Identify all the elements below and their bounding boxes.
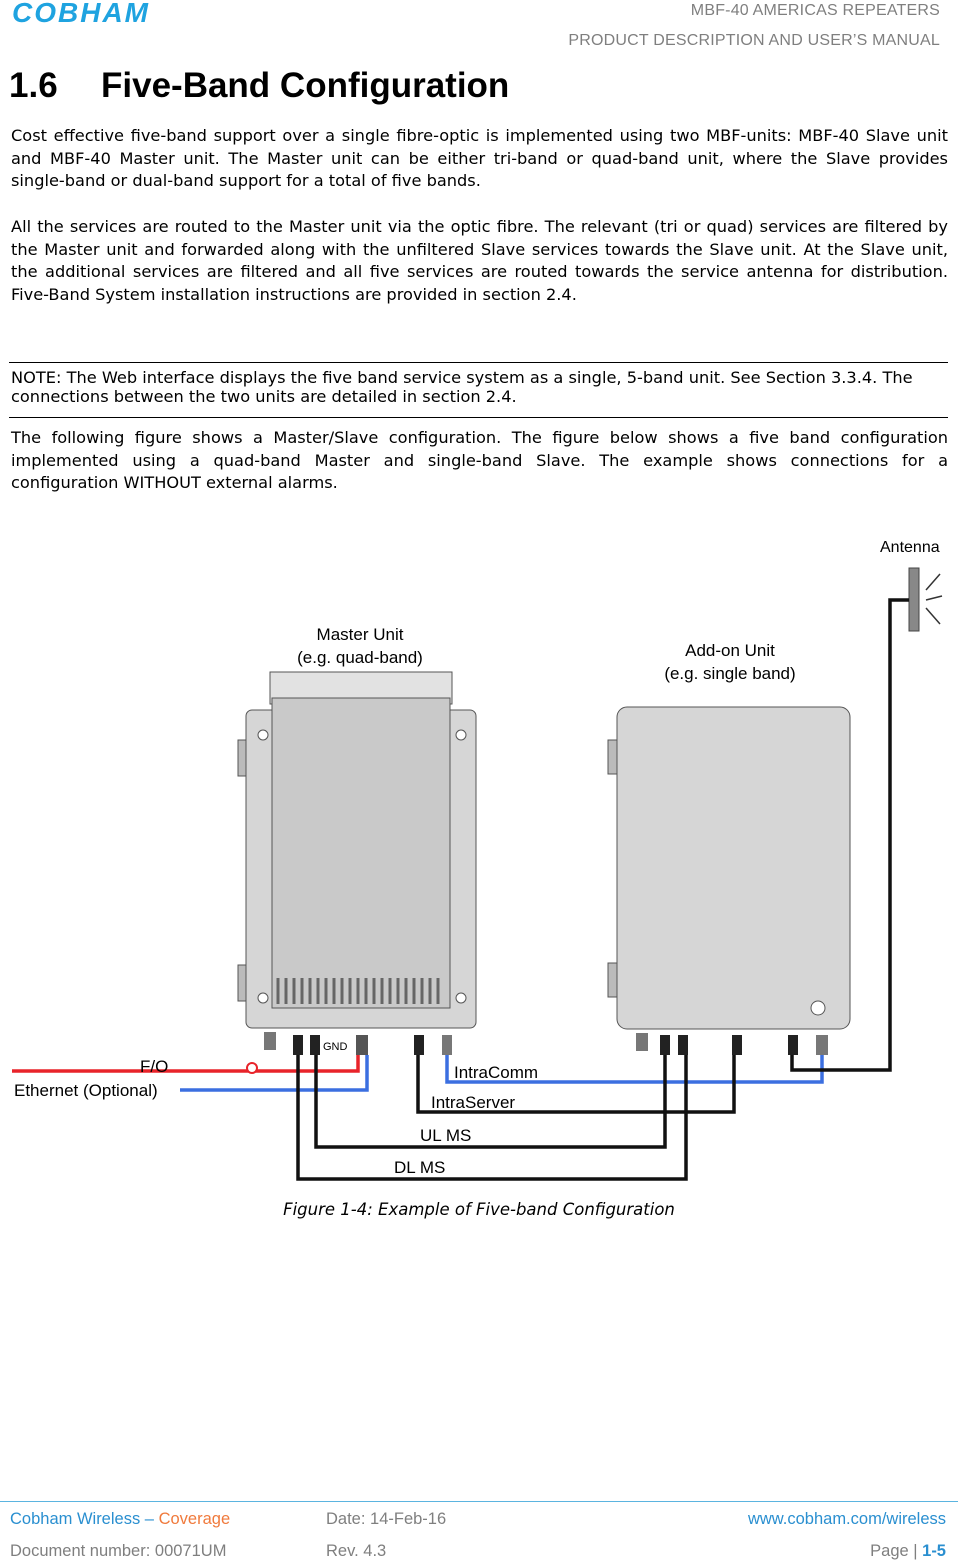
addon-label-1: Add-on Unit <box>685 641 775 660</box>
dlms-label: DL MS <box>394 1158 446 1177</box>
header-line-1: MBF-40 AMERICAS REPEATERS <box>690 2 940 19</box>
footer-rev: Rev. 4.3 <box>326 1542 387 1560</box>
cobham-logo <box>10 0 210 26</box>
five-band-diagram <box>0 530 958 1190</box>
note-box: NOTE: The Web interface displays the five band service system as a single, 5-band unit. See Section 3.3.4. The connections between the two units are detailed in section 2.4. <box>9 362 948 418</box>
footer-docnum: Document number: 00071UM <box>10 1542 227 1560</box>
antenna-label: Antenna <box>880 539 940 556</box>
intracomm-label: IntraComm <box>454 1063 539 1082</box>
footer-dash: – <box>140 1510 159 1528</box>
section-heading <box>9 66 509 106</box>
master-unit-icon <box>238 672 476 1055</box>
intraserver-label: IntraServer <box>431 1093 516 1112</box>
section-number: 1.6 <box>9 66 58 105</box>
footer-page <box>870 1542 946 1561</box>
page-label: Page | <box>870 1542 923 1560</box>
addon-label-2: (e.g. single band) <box>664 664 796 683</box>
fo-cable <box>12 1055 358 1071</box>
ulms-label: UL MS <box>420 1126 472 1145</box>
header-line-2: PRODUCT DESCRIPTION AND USER’S MANUAL <box>568 32 940 49</box>
footer-date: Date: 14-Feb-16 <box>326 1510 447 1528</box>
addon-unit-icon <box>608 707 850 1055</box>
ethernet-label: Ethernet (Optional) <box>14 1081 158 1100</box>
footer-rule <box>0 1501 958 1502</box>
paragraph-3: The following figure shows a Master/Slave configuration. The figure below shows a five band configuration implemented using a quad-band Master and single-band Slave. The example shows connections for a configuration WITHOUT external alarms. <box>11 428 948 492</box>
coverage-label: Coverage <box>158 1510 231 1528</box>
master-label-2: (e.g. quad-band) <box>297 648 423 667</box>
antenna-icon <box>909 568 919 631</box>
paragraph-1: Cost effective five-band support over a single fibre-optic is implemented using two MBF-units: MBF-40 Slave unit and MBF-40 Master unit. The Master unit can be either tri-band or quad-band unit, where the Slave provides single-band or dual-band support for a total of five bands. <box>11 126 948 190</box>
logo-text: COBHAM <box>12 0 150 26</box>
paragraph-2: All the services are routed to the Master unit via the optic fibre. The relevant (tri or quad) services are filtered by the Master unit and forwarded along with the unfiltered Slave services towards the Slave unit. At the Slave unit, the additional services are filtered and all five services are routed towards the service antenna for distribution. Five-Band System installation instructions are provided in section 2.4. <box>11 217 948 304</box>
master-label-1: Master Unit <box>316 625 404 644</box>
fo-label: F/O <box>140 1057 169 1076</box>
antenna-waves-icon <box>926 574 942 624</box>
page-number: 1-5 <box>922 1542 946 1560</box>
footer-company <box>10 1510 230 1529</box>
section-title: Five-Band Configuration <box>101 66 510 105</box>
figure-caption: Figure 1-4: Example of Five-band Configuration <box>283 1200 675 1219</box>
gnd-label: GND <box>323 1041 348 1053</box>
company-name: Cobham Wireless <box>10 1510 141 1528</box>
footer-url[interactable]: www.cobham.com/wireless <box>747 1510 946 1528</box>
